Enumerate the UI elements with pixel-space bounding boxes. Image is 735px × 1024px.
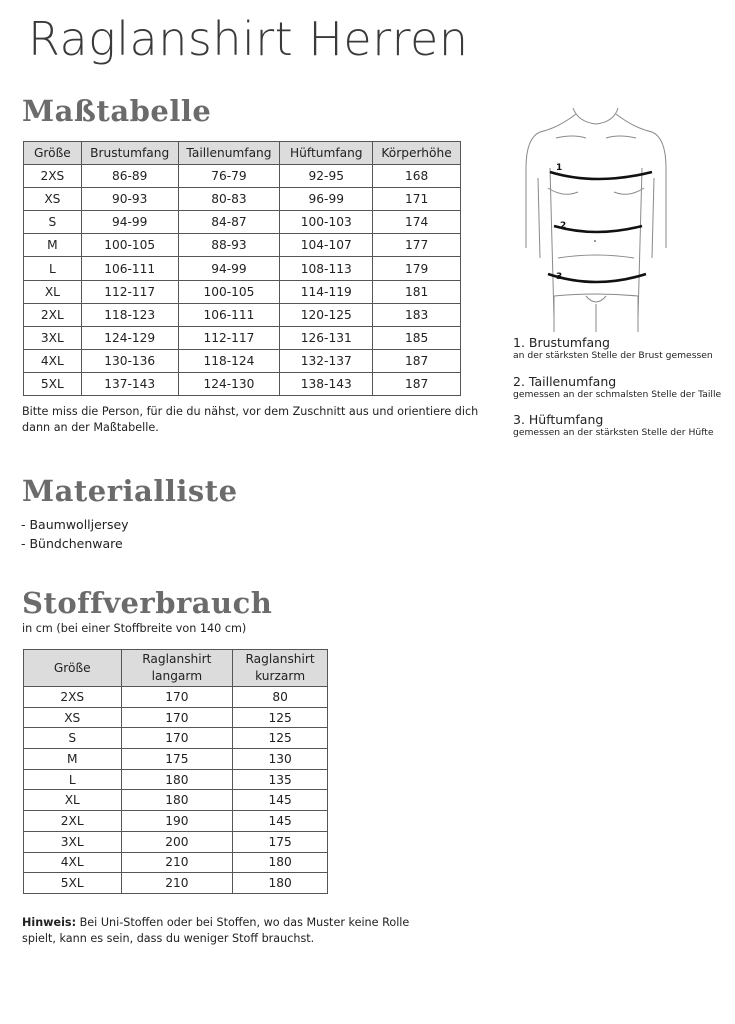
value-cell: 130-136 [81,349,178,372]
value-cell: 126-131 [280,326,373,349]
value-cell: 108-113 [280,257,373,280]
value-cell: 180 [233,873,328,894]
fabric-consumption-table [23,649,328,894]
column-header [233,650,328,687]
size-cell: XS [24,707,122,728]
marker-2: 2 [560,221,567,231]
value-cell: 92-95 [280,165,373,188]
value-cell: 210 [121,852,233,873]
value-cell: 96-99 [280,188,373,211]
fabric-consumption-subtitle: in cm (bei einer Stoffbreite von 140 cm) [22,622,247,635]
size-cell: XS [24,188,82,211]
size-cell: 3XL [24,326,82,349]
column-header: Körperhöhe [373,142,461,165]
size-cell: M [24,749,122,770]
value-cell: 76-79 [178,165,280,188]
value-cell: 114-119 [280,280,373,303]
material-list-heading: Materialliste [22,474,238,508]
table-row [24,372,461,395]
column-header-line: Größe [53,660,91,675]
fabric-table-header-row [24,650,328,687]
size-cell: 5XL [24,372,82,395]
size-cell: S [24,728,122,749]
value-cell: 94-99 [81,211,178,234]
value-cell: 94-99 [178,257,280,280]
value-cell: 86-89 [81,165,178,188]
table-row [24,257,461,280]
size-cell: 3XL [24,831,122,852]
size-cell: L [24,769,122,790]
value-cell: 177 [373,234,461,257]
marker-1: 1 [556,163,563,173]
value-cell: 124-129 [81,326,178,349]
value-cell: 187 [373,372,461,395]
value-cell: 200 [121,831,233,852]
value-cell: 124-130 [178,372,280,395]
value-cell: 145 [233,811,328,832]
value-cell: 170 [121,687,233,708]
legend-item-waist [513,374,721,401]
value-cell: 106-111 [81,257,178,280]
table-row [24,687,328,708]
value-cell: 137-143 [81,372,178,395]
value-cell: 125 [233,728,328,749]
value-cell: 100-105 [81,234,178,257]
value-cell: 190 [121,811,233,832]
size-cell: XL [24,280,82,303]
column-header: Größe [24,142,82,165]
hint-label: Hinweis: [22,916,77,929]
navel-dot [594,240,596,242]
table-row [24,280,461,303]
value-cell: 168 [373,165,461,188]
table-row [24,769,328,790]
material-item: - Bündchenware [21,536,123,551]
table-row [24,749,328,770]
column-header: Hüftumfang [280,142,373,165]
table-row [24,728,328,749]
value-cell: 187 [373,349,461,372]
fabric-hint [22,915,409,947]
value-cell: 175 [121,749,233,770]
size-chart-note-line-1: Bitte miss die Person, für die du nähst, vor dem Zuschnitt aus und orientiere dich [22,405,479,418]
value-cell: 170 [121,728,233,749]
table-row [24,234,461,257]
column-header-line: kurzarm [255,669,306,683]
chest-measure-line [550,172,652,179]
value-cell: 185 [373,326,461,349]
value-cell: 180 [121,790,233,811]
value-cell: 100-103 [280,211,373,234]
size-cell: S [24,211,82,234]
size-cell: 2XL [24,811,122,832]
value-cell: 90-93 [81,188,178,211]
value-cell: 125 [233,707,328,728]
size-cell: 5XL [24,873,122,894]
table-row [24,326,461,349]
value-cell: 120-125 [280,303,373,326]
value-cell: 181 [373,280,461,303]
table-row [24,831,328,852]
value-cell: 112-117 [178,326,280,349]
legend-title: 1. Brustumfang [513,335,610,350]
material-item: - Baumwolljersey [21,517,129,532]
table-row [24,211,461,234]
legend-item-hip [513,412,714,439]
value-cell: 130 [233,749,328,770]
hip-measure-line [548,274,646,282]
value-cell: 174 [373,211,461,234]
size-chart-note-line-2: dann an der Maßtabelle. [22,421,159,434]
body-measurement-figure [518,108,678,332]
value-cell: 88-93 [178,234,280,257]
legend-description: an der stärksten Stelle der Brust gemessen [513,350,713,361]
legend-title: 2. Taillenumfang [513,374,617,389]
size-cell: 4XL [24,349,82,372]
value-cell: 80-83 [178,188,280,211]
size-chart-note [22,404,478,436]
value-cell: 180 [233,852,328,873]
legend-item-chest [513,335,713,362]
table-row [24,707,328,728]
waist-measure-line [554,226,642,232]
table-row [24,790,328,811]
column-header-line: Raglanshirt [245,652,315,666]
column-header: Brustumfang [81,142,178,165]
size-cell: M [24,234,82,257]
value-cell: 175 [233,831,328,852]
table-row [24,811,328,832]
column-header-line: Raglanshirt [142,652,212,666]
size-cell: 2XS [24,165,82,188]
legend-description: gemessen an der schmalsten Stelle der Taille [513,389,722,400]
value-cell: 170 [121,707,233,728]
value-cell: 84-87 [178,211,280,234]
value-cell: 138-143 [280,372,373,395]
value-cell: 179 [373,257,461,280]
value-cell: 118-123 [81,303,178,326]
value-cell: 145 [233,790,328,811]
fabric-consumption-heading: Stoffverbrauch [22,586,273,620]
body-outline-illustration [518,108,678,332]
size-cell: L [24,257,82,280]
legend-description: gemessen an der stärksten Stelle der Hüfte [513,427,714,438]
value-cell: 100-105 [178,280,280,303]
value-cell: 132-137 [280,349,373,372]
column-header [121,650,233,687]
table-row [24,303,461,326]
table-row [24,873,328,894]
hint-text-line-2: spielt, kann es sein, dass du weniger Stoff brauchst. [22,932,315,945]
value-cell: 80 [233,687,328,708]
table-row [24,188,461,211]
size-cell: 2XL [24,303,82,326]
value-cell: 171 [373,188,461,211]
value-cell: 135 [233,769,328,790]
size-chart-header-row [24,142,461,165]
value-cell: 112-117 [81,280,178,303]
table-row [24,349,461,372]
size-chart-table [23,141,461,396]
size-cell: 4XL [24,852,122,873]
size-cell: XL [24,790,122,811]
value-cell: 118-124 [178,349,280,372]
legend-title: 3. Hüftumfang [513,412,604,427]
column-header-line: langarm [151,669,203,683]
marker-3: 3 [556,272,563,282]
value-cell: 210 [121,873,233,894]
table-row [24,165,461,188]
column-header [24,650,122,687]
value-cell: 106-111 [178,303,280,326]
value-cell: 183 [373,303,461,326]
value-cell: 104-107 [280,234,373,257]
column-header: Taillenumfang [178,142,280,165]
size-cell: 2XS [24,687,122,708]
page-title: Raglanshirt Herren [28,12,469,66]
hint-text-line-1: Bei Uni-Stoffen oder bei Stoffen, wo das Muster keine Rolle [76,916,410,929]
size-chart-heading: Maßtabelle [22,94,212,128]
value-cell: 180 [121,769,233,790]
table-row [24,852,328,873]
material-list [21,515,129,553]
